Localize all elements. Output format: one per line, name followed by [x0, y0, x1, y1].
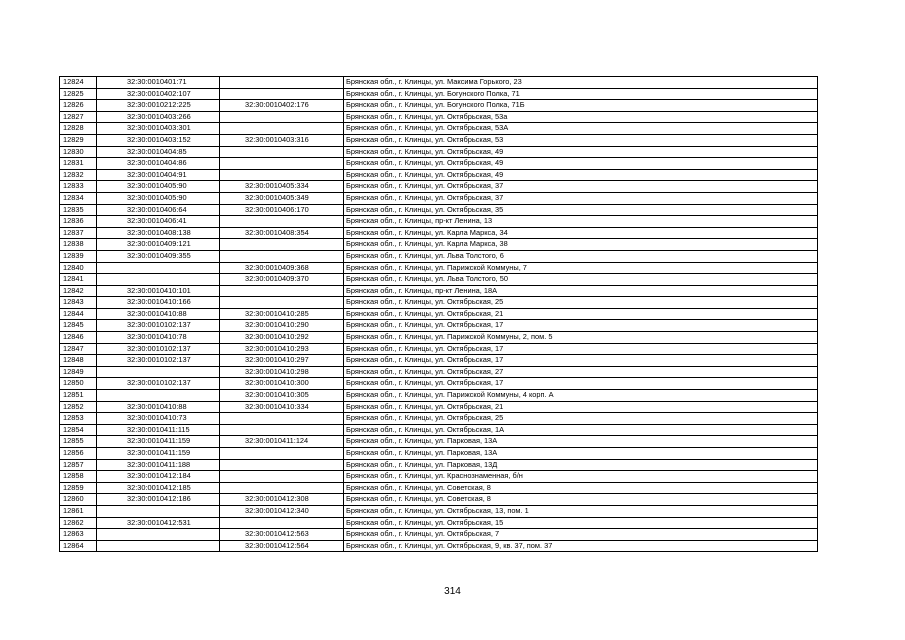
address-cell: Брянская обл., г. Клинцы, ул. Октябрьская, 15	[344, 517, 818, 529]
row-number-cell: 12841	[60, 274, 97, 286]
address-cell: Брянская обл., г. Клинцы, ул. Октябрьская, 49	[344, 169, 818, 181]
table-row	[60, 239, 818, 251]
table-row	[60, 366, 818, 378]
row-number-cell: 12846	[60, 332, 97, 344]
address-cell: Брянская обл., г. Клинцы, ул. Октябрьская, 49	[344, 146, 818, 158]
address-cell: Брянская обл., г. Клинцы, ул. Карла Маркса, 38	[344, 239, 818, 251]
address-cell: Брянская обл., г. Клинцы, ул. Парижской Коммуны, 7	[344, 262, 818, 274]
building-cadastral-number-cell: 32:30:0010410:292	[220, 332, 344, 344]
table-row	[60, 529, 818, 541]
row-number-cell: 12830	[60, 146, 97, 158]
row-number-cell: 12861	[60, 505, 97, 517]
address-cell: Брянская обл., г. Клинцы, ул. Октябрьская, 35	[344, 204, 818, 216]
building-cadastral-number-cell	[220, 471, 344, 483]
building-cadastral-number-cell: 32:30:0010410:300	[220, 378, 344, 390]
building-cadastral-number-cell	[220, 482, 344, 494]
table-row	[60, 123, 818, 135]
building-cadastral-number-cell: 32:30:0010402:176	[220, 100, 344, 112]
address-cell: Брянская обл., г. Клинцы, ул. Парковая, 13А	[344, 436, 818, 448]
address-cell: Брянская обл., г. Клинцы, ул. Октябрьская, 37	[344, 192, 818, 204]
building-cadastral-number-cell: 32:30:0010405:349	[220, 192, 344, 204]
cadastral-number-cell	[97, 366, 220, 378]
table-row	[60, 540, 818, 552]
row-number-cell: 12860	[60, 494, 97, 506]
table-row	[60, 227, 818, 239]
cadastral-number-cell: 32:30:0010102:137	[97, 343, 220, 355]
address-cell: Брянская обл., г. Клинцы, ул. Октябрьская, 37	[344, 181, 818, 193]
table-row	[60, 285, 818, 297]
building-cadastral-number-cell	[220, 158, 344, 170]
building-cadastral-number-cell: 32:30:0010409:370	[220, 274, 344, 286]
row-number-cell: 12840	[60, 262, 97, 274]
row-number-cell: 12827	[60, 111, 97, 123]
address-cell: Брянская обл., г. Клинцы, ул. Октябрьская, 13, пом. 1	[344, 505, 818, 517]
row-number-cell: 12845	[60, 320, 97, 332]
table-row	[60, 517, 818, 529]
building-cadastral-number-cell	[220, 517, 344, 529]
building-cadastral-number-cell	[220, 297, 344, 309]
address-cell: Брянская обл., г. Клинцы, ул. Октябрьская, 53	[344, 134, 818, 146]
row-number-cell: 12844	[60, 308, 97, 320]
cadastral-number-cell	[97, 274, 220, 286]
table-row	[60, 424, 818, 436]
building-cadastral-number-cell	[220, 216, 344, 228]
address-cell: Брянская обл., г. Клинцы, ул. Карла Маркса, 34	[344, 227, 818, 239]
row-number-cell: 12851	[60, 390, 97, 402]
cadastral-number-cell: 32:30:0010410:73	[97, 413, 220, 425]
address-cell: Брянская обл., г. Клинцы, ул. Октябрьская, 9, кв. 37, пом. 37	[344, 540, 818, 552]
address-cell: Брянская обл., г. Клинцы, ул. Октябрьская, 53А	[344, 123, 818, 135]
table-row	[60, 100, 818, 112]
row-number-cell: 12864	[60, 540, 97, 552]
address-cell: Брянская обл., г. Клинцы, ул. Октябрьская, 21	[344, 401, 818, 413]
building-cadastral-number-cell: 32:30:0010412:308	[220, 494, 344, 506]
row-number-cell: 12833	[60, 181, 97, 193]
row-number-cell: 12829	[60, 134, 97, 146]
address-cell: Брянская обл., г. Клинцы, ул. Октябрьская, 7	[344, 529, 818, 541]
table-row	[60, 216, 818, 228]
address-cell: Брянская обл., г. Клинцы, ул. Советская, 8	[344, 494, 818, 506]
building-cadastral-number-cell	[220, 123, 344, 135]
building-cadastral-number-cell	[220, 111, 344, 123]
table-row	[60, 146, 818, 158]
row-number-cell: 12855	[60, 436, 97, 448]
cadastral-number-cell: 32:30:0010403:301	[97, 123, 220, 135]
row-number-cell: 12843	[60, 297, 97, 309]
address-cell: Брянская обл., г. Клинцы, ул. Парковая, 13А	[344, 448, 818, 460]
cadastral-number-cell	[97, 540, 220, 552]
address-cell: Брянская обл., г. Клинцы, ул. Октябрьская, 25	[344, 413, 818, 425]
address-cell: Брянская обл., г. Клинцы, ул. Октябрьская, 17	[344, 320, 818, 332]
cadastral-number-cell: 32:30:0010401:71	[97, 77, 220, 89]
cadastral-number-cell: 32:30:0010102:137	[97, 378, 220, 390]
row-number-cell: 12838	[60, 239, 97, 251]
cadastral-number-cell: 32:30:0010404:85	[97, 146, 220, 158]
address-cell: Брянская обл., г. Клинцы, ул. Октябрьская, 17	[344, 355, 818, 367]
building-cadastral-number-cell: 32:30:0010410:298	[220, 366, 344, 378]
table-row	[60, 401, 818, 413]
address-cell: Брянская обл., г. Клинцы, ул. Октябрьская, 27	[344, 366, 818, 378]
cadastral-number-cell: 32:30:0010410:78	[97, 332, 220, 344]
table-row	[60, 332, 818, 344]
cadastral-number-cell: 32:30:0010412:185	[97, 482, 220, 494]
building-cadastral-number-cell: 32:30:0010410:285	[220, 308, 344, 320]
address-cell: Брянская обл., г. Клинцы, ул. Октябрьская, 17	[344, 378, 818, 390]
address-cell: Брянская обл., г. Клинцы, ул. Октябрьская, 49	[344, 158, 818, 170]
cadastral-number-cell: 32:30:0010405:90	[97, 181, 220, 193]
building-cadastral-number-cell: 32:30:0010412:563	[220, 529, 344, 541]
table-row	[60, 355, 818, 367]
cadastral-number-cell: 32:30:0010410:88	[97, 308, 220, 320]
cadastral-number-cell	[97, 390, 220, 402]
table-row	[60, 297, 818, 309]
cadastral-number-cell: 32:30:0010102:137	[97, 320, 220, 332]
address-cell: Брянская обл., г. Клинцы, пр-кт Ленина, 13	[344, 216, 818, 228]
cadastral-number-cell: 32:30:0010405:90	[97, 192, 220, 204]
row-number-cell: 12836	[60, 216, 97, 228]
cadastral-number-cell: 32:30:0010409:355	[97, 250, 220, 262]
address-cell: Брянская обл., г. Клинцы, ул. Максима Горького, 23	[344, 77, 818, 89]
building-cadastral-number-cell: 32:30:0010410:293	[220, 343, 344, 355]
cadastral-number-cell: 32:30:0010412:184	[97, 471, 220, 483]
building-cadastral-number-cell: 32:30:0010409:368	[220, 262, 344, 274]
cadastral-number-cell: 32:30:0010402:107	[97, 88, 220, 100]
address-cell: Брянская обл., г. Клинцы, ул. Октябрьская, 21	[344, 308, 818, 320]
cadastral-number-cell: 32:30:0010404:86	[97, 158, 220, 170]
cadastral-number-cell: 32:30:0010410:101	[97, 285, 220, 297]
table-row	[60, 192, 818, 204]
building-cadastral-number-cell: 32:30:0010405:334	[220, 181, 344, 193]
row-number-cell: 12828	[60, 123, 97, 135]
address-cell: Брянская обл., г. Клинцы, ул. Советская, 8	[344, 482, 818, 494]
table-row	[60, 413, 818, 425]
address-cell: Брянская обл., г. Клинцы, ул. Октябрьская, 17	[344, 343, 818, 355]
cadastral-number-cell: 32:30:0010410:88	[97, 401, 220, 413]
address-cell: Брянская обл., г. Клинцы, ул. Парковая, 13Д	[344, 459, 818, 471]
building-cadastral-number-cell: 32:30:0010410:290	[220, 320, 344, 332]
registry-table-body	[60, 77, 818, 552]
table-row	[60, 134, 818, 146]
row-number-cell: 12854	[60, 424, 97, 436]
table-row	[60, 494, 818, 506]
building-cadastral-number-cell	[220, 169, 344, 181]
row-number-cell: 12863	[60, 529, 97, 541]
building-cadastral-number-cell: 32:30:0010408:354	[220, 227, 344, 239]
address-cell: Брянская обл., г. Клинцы, пр-кт Ленина, 18А	[344, 285, 818, 297]
building-cadastral-number-cell: 32:30:0010411:124	[220, 436, 344, 448]
cadastral-number-cell	[97, 529, 220, 541]
row-number-cell: 12850	[60, 378, 97, 390]
row-number-cell: 12824	[60, 77, 97, 89]
row-number-cell: 12852	[60, 401, 97, 413]
address-cell: Брянская обл., г. Клинцы, ул. Октябрьская, 25	[344, 297, 818, 309]
row-number-cell: 12858	[60, 471, 97, 483]
row-number-cell: 12853	[60, 413, 97, 425]
cadastral-number-cell: 32:30:0010411:188	[97, 459, 220, 471]
building-cadastral-number-cell: 32:30:0010412:564	[220, 540, 344, 552]
cadastral-number-cell: 32:30:0010408:138	[97, 227, 220, 239]
page-number: 314	[444, 586, 461, 597]
cadastral-number-cell: 32:30:0010411:159	[97, 436, 220, 448]
row-number-cell: 12849	[60, 366, 97, 378]
table-row	[60, 181, 818, 193]
building-cadastral-number-cell	[220, 285, 344, 297]
row-number-cell: 12837	[60, 227, 97, 239]
row-number-cell: 12859	[60, 482, 97, 494]
building-cadastral-number-cell: 32:30:0010403:316	[220, 134, 344, 146]
cadastral-number-cell	[97, 262, 220, 274]
building-cadastral-number-cell: 32:30:0010410:334	[220, 401, 344, 413]
building-cadastral-number-cell	[220, 239, 344, 251]
table-row	[60, 459, 818, 471]
table-row	[60, 448, 818, 460]
cadastral-number-cell: 32:30:0010403:152	[97, 134, 220, 146]
table-row	[60, 204, 818, 216]
row-number-cell: 12826	[60, 100, 97, 112]
registry-table	[59, 76, 818, 552]
table-row	[60, 250, 818, 262]
table-row	[60, 169, 818, 181]
row-number-cell: 12831	[60, 158, 97, 170]
address-cell: Брянская обл., г. Клинцы, ул. Богунского Полка, 71Б	[344, 100, 818, 112]
table-row	[60, 274, 818, 286]
table-row	[60, 158, 818, 170]
cadastral-number-cell: 32:30:0010412:186	[97, 494, 220, 506]
cadastral-number-cell: 32:30:0010404:91	[97, 169, 220, 181]
row-number-cell: 12839	[60, 250, 97, 262]
row-number-cell: 12862	[60, 517, 97, 529]
row-number-cell: 12857	[60, 459, 97, 471]
table-row	[60, 436, 818, 448]
table-row	[60, 308, 818, 320]
cadastral-number-cell: 32:30:0010410:166	[97, 297, 220, 309]
address-cell: Брянская обл., г. Клинцы, ул. Октябрьская, 1А	[344, 424, 818, 436]
row-number-cell: 12848	[60, 355, 97, 367]
building-cadastral-number-cell	[220, 459, 344, 471]
address-cell: Брянская обл., г. Клинцы, ул. Парижской Коммуны, 2, пом. 5	[344, 332, 818, 344]
building-cadastral-number-cell: 32:30:0010412:340	[220, 505, 344, 517]
row-number-cell: 12825	[60, 88, 97, 100]
building-cadastral-number-cell: 32:30:0010410:305	[220, 390, 344, 402]
building-cadastral-number-cell	[220, 146, 344, 158]
building-cadastral-number-cell	[220, 250, 344, 262]
row-number-cell: 12834	[60, 192, 97, 204]
table-row	[60, 262, 818, 274]
building-cadastral-number-cell	[220, 424, 344, 436]
address-cell: Брянская обл., г. Клинцы, ул. Льва Толстого, 6	[344, 250, 818, 262]
address-cell: Брянская обл., г. Клинцы, ул. Краснознаменная, б/н	[344, 471, 818, 483]
cadastral-number-cell: 32:30:0010403:266	[97, 111, 220, 123]
cadastral-number-cell: 32:30:0010412:531	[97, 517, 220, 529]
building-cadastral-number-cell	[220, 448, 344, 460]
building-cadastral-number-cell: 32:30:0010410:297	[220, 355, 344, 367]
cadastral-number-cell: 32:30:0010212:225	[97, 100, 220, 112]
row-number-cell: 12835	[60, 204, 97, 216]
table-row	[60, 343, 818, 355]
table-row	[60, 111, 818, 123]
address-cell: Брянская обл., г. Клинцы, ул. Октябрьская, 53а	[344, 111, 818, 123]
building-cadastral-number-cell	[220, 413, 344, 425]
building-cadastral-number-cell	[220, 77, 344, 89]
table-row	[60, 390, 818, 402]
building-cadastral-number-cell: 32:30:0010406:170	[220, 204, 344, 216]
table-row	[60, 471, 818, 483]
cadastral-number-cell: 32:30:0010406:64	[97, 204, 220, 216]
row-number-cell: 12842	[60, 285, 97, 297]
table-row	[60, 77, 818, 89]
address-cell: Брянская обл., г. Клинцы, ул. Богунского Полка, 71	[344, 88, 818, 100]
table-row	[60, 482, 818, 494]
address-cell: Брянская обл., г. Клинцы, ул. Льва Толстого, 50	[344, 274, 818, 286]
cadastral-number-cell: 32:30:0010411:159	[97, 448, 220, 460]
cadastral-number-cell	[97, 505, 220, 517]
cadastral-number-cell: 32:30:0010409:121	[97, 239, 220, 251]
address-cell: Брянская обл., г. Клинцы, ул. Парижской Коммуны, 4 корп. А	[344, 390, 818, 402]
table-row	[60, 320, 818, 332]
row-number-cell: 12832	[60, 169, 97, 181]
table-row	[60, 378, 818, 390]
table-row	[60, 505, 818, 517]
row-number-cell: 12856	[60, 448, 97, 460]
cadastral-number-cell: 32:30:0010406:41	[97, 216, 220, 228]
row-number-cell: 12847	[60, 343, 97, 355]
cadastral-number-cell: 32:30:0010102:137	[97, 355, 220, 367]
cadastral-number-cell: 32:30:0010411:115	[97, 424, 220, 436]
building-cadastral-number-cell	[220, 88, 344, 100]
table-row	[60, 88, 818, 100]
